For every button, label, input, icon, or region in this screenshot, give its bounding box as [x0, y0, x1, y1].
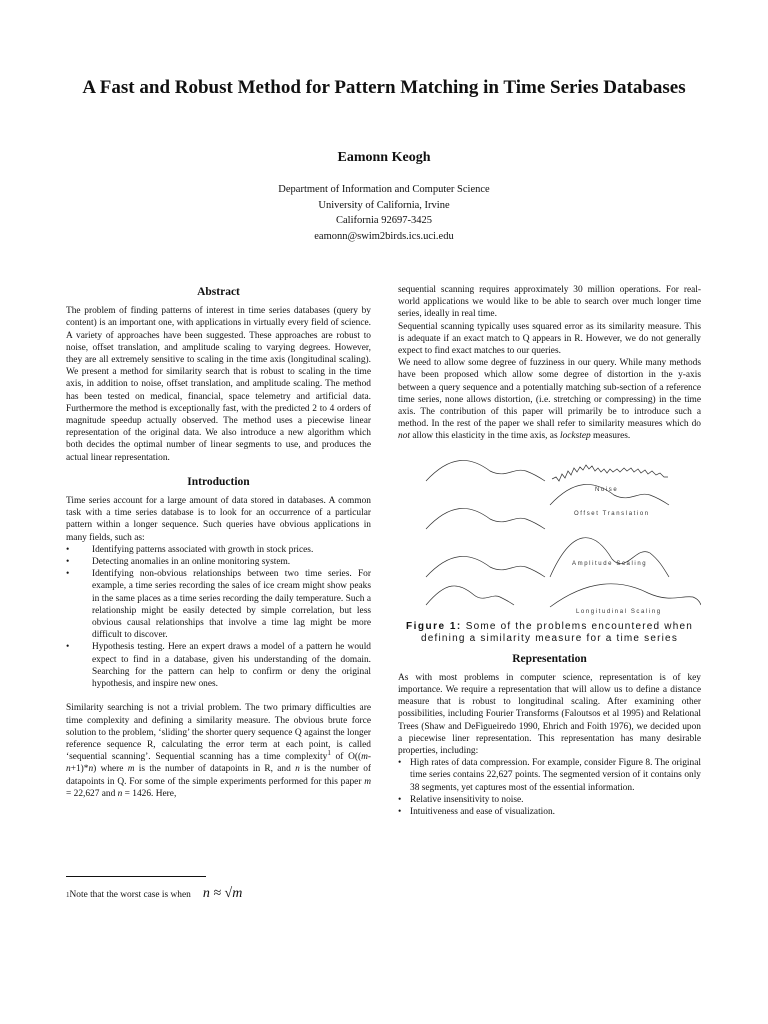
affiliation-department: Department of Information and Computer Science [278, 184, 490, 195]
list-item: • High rates of data compression. For example, consider Figure 8. The original time series contains 22,627 points. The segmented version of it contains only 38 segments, yet captures most of the essential information. [398, 757, 701, 794]
representation-paragraph: As with most problems in computer science, representation is of key importance. We require a representation that will allow us to define a distance measure that is robust to longitudinal scaling. After examining other possibilities, including Fourier Transforms (Faloutsos et al 1995) and Relational Trees (Shaw and DeFigueiredo 1990, Ehrich and Foith 1976), we decided upon a piecewise liner representation. This representation has many desirable properties, including: [398, 672, 701, 757]
left-column [66, 286, 371, 800]
applications-list [66, 544, 371, 690]
label-offset-translation: Offset Translation [574, 510, 650, 517]
right-paragraph-1: sequential scanning requires approximately 30 million operations. For real-world applications we would like to be able to search over much longer time series, ideally in real time. [398, 285, 701, 320]
label-longitudinal-scaling: Longitudinal Scaling [576, 608, 662, 615]
list-item: • Identifying patterns associated with growth in stock prices. [66, 544, 371, 556]
list-item: • Hypothesis testing. Here an expert draws a model of a pattern he would expect to find in a database, given his understanding of the domain. Searching for the pattern can help to confirm or deny the original hypothesis, and inspire new ones. [66, 641, 371, 690]
footnote-math: n ≈ √m [202, 886, 243, 901]
introduction-paragraph: Time series account for a large amount of data stored in databases. A common task with a time series database is to look for an occurrence of a particular pattern within a longer sequence. Such queries have obvious applications in many fields, such as: [66, 496, 371, 543]
paper-title: A Fast and Robust Method for Pattern Matching in Time Series Databases [82, 77, 686, 98]
right-column [398, 284, 701, 818]
figure-1-curves [398, 457, 701, 619]
footnote-divider [66, 876, 206, 877]
curve-longitudinal-right [550, 583, 701, 606]
author-name: Eamonn Keogh [337, 150, 431, 165]
right-paragraph-3: We need to allow some degree of fuzziness in our query. While many methods have been proposed which allow some degree of distortion in the y-axis between a query sequence and a potentially matching sub-section of a reference time series, none allows distortion, (i.e. stretching or compressing) in the time axis. The contribution of this paper will primarily be to introduce such a method. In the rest of the paper we shall refer to similarity measures which do not allow this elasticity in the time axis, as lockstep measures. [398, 358, 701, 442]
introduction-heading: Introduction [187, 475, 250, 488]
label-noise: Noise [595, 486, 619, 493]
figure-1-caption: Figure 1: Some of the problems encountered when defining a similarity measure for a time series [405, 620, 693, 644]
affiliation-address: California 92697-3425 [336, 215, 432, 226]
abstract-text: The problem of finding patterns of interest in time series databases (query by content) is an important one, with applications in virtually every field of science. A variety of approaches have been suggested. These approaches are robust to noise, offset translation, and amplitude scaling to varying degrees. However, they are all extremely sensitive to scaling in the time axis (longitudinal scaling). We present a method for similarity search that is robust to scaling in the time axis, in addition to noise, offset translation, and amplitude scaling. The method has been tested on medical, financial, space telemetry and artificial data. Furthermore the method is exceptionally fast, with the predicted 2 to 4 orders of magnitude speedup actually observed. The method uses a piecewise linear representation of the original data. We also introduce a new algorithm which both decides the optimal number of linear segments to use, and produces the actual linear representation. [66, 306, 371, 463]
affiliation-email[interactable]: eamonn@swim2birds.ics.uci.edu [314, 230, 454, 242]
list-item: • Intuitiveness and ease of visualization. [398, 806, 701, 818]
representation-heading: Representation [512, 652, 587, 665]
curve-noise-left [426, 460, 545, 481]
list-item: • Detecting anomalies in an online monitoring system. [66, 556, 371, 568]
curve-offset-left [426, 508, 545, 529]
footnote: 1 Note that the worst case is when n ≈ √m [66, 886, 243, 901]
abstract-heading: Abstract [197, 286, 240, 298]
curve-amplitude-left [426, 556, 545, 577]
affiliation-university: University of California, Irvine [318, 199, 450, 211]
curve-noise-right [552, 465, 668, 481]
curve-longitudinal-left [426, 586, 514, 605]
right-paragraph-2: Sequential scanning typically uses squared error as its similarity measure. This is adequate if an exact match to Q appears in R. However, we do not generally expect to find exact matches to our queries. [398, 321, 701, 357]
similarity-paragraph: Similarity searching is not a trivial problem. The two primary difficulties are time complexity and defining a similarity measure. The obvious brute force solution to the problem, ‘sliding’ the shorter query sequence Q against the longer reference sequence R, calculating the error term at each point, is called ‘sequential scanning’. Sequential scanning has a time complexity$^1$ of O((m-n+1)*n) where m is the number of datapoints in R, and n is the number of datapoints in Q. For some of the simple experiments performed for this paper m = 22,627 and n = 1426. Here, [66, 703, 371, 799]
figure-1 [398, 457, 701, 619]
footnote-text: Note that the worst case is when [69, 890, 191, 900]
properties-list [398, 757, 701, 818]
footnote-ref: 1 [327, 748, 331, 757]
label-amplitude-scaling: Amplitude Scaling [572, 560, 648, 567]
list-item: • Relative insensitivity to noise. [398, 794, 701, 806]
list-item: • Identifying non-obvious relationships between two time series. For example, a time series recording the sales of ice cream might show peaks in the same places as a time series recording the daily temperature. Such a relationship might be easily detected by simple correlation, but less obvious causal relationships that involve a time lag might be more difficult to discover. [66, 568, 371, 641]
affiliation-block [0, 182, 768, 244]
